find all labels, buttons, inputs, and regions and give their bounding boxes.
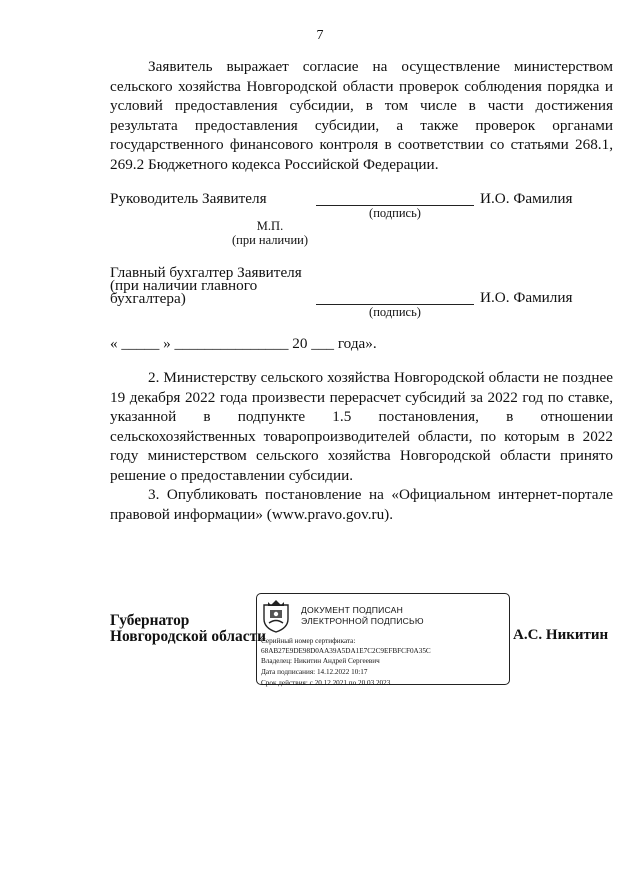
stamp-label: М.П. xyxy=(256,219,284,233)
e-signature-cert-number: 68AB27E9DE98D0AA39A5DA1E7C2C9EFBFCF0A35C xyxy=(261,647,431,655)
governor-position-line-1: Губернатор xyxy=(110,612,190,629)
e-signature-title-1: ДОКУМЕНТ ПОДПИСАН xyxy=(301,605,404,615)
stamp-note: (при наличии) xyxy=(231,233,309,247)
head-name: И.О. Фамилия xyxy=(480,190,573,207)
head-label: Руководитель Заявителя xyxy=(110,190,267,207)
page-number: 7 xyxy=(316,28,324,43)
accountant-name: И.О. Фамилия xyxy=(480,289,573,306)
accountant-label-2: (при наличии главного xyxy=(110,277,258,294)
paragraph-2: 2. Министерству сельского хозяйства Новгородской области не позднее 19 декабря 2022 года произвести перерасчет субсидий за 2022 год по ставке, указанной в подпункте 1.5 постановления, в отношении сельскохозяйственных товаропроизводителей области, по которым в 2022 году министерством сельского хозяйства Новгородской области принято решение о предоставлении субсидии. xyxy=(110,369,613,484)
e-signature-stamp xyxy=(256,593,510,685)
accountant-label-1: Главный бухгалтер Заявителя xyxy=(110,264,302,281)
e-signature-owner: Владелец: Никитин Андрей Сергеевич xyxy=(261,657,380,665)
accountant-signature-caption: (подпись) xyxy=(369,305,421,319)
coat-of-arms-icon xyxy=(261,599,291,633)
e-signature-title-2: ЭЛЕКТРОННОЙ ПОДПИСЬЮ xyxy=(301,616,424,626)
consent-paragraph: Заявитель выражает согласие на осуществление министерством сельского хозяйства Новгородской области проверок соблюдения порядка и условий предоставления субсидии, в том числе в части достижения результата предоставления субсидии, а также проверок органами государственного финансового контроля в соответствии со статьями 268.1, 269.2 Бюджетного кодекса Российской Федерации. xyxy=(110,58,613,173)
head-signature-caption: (подпись) xyxy=(369,206,421,220)
signer-name: А.С. Никитин xyxy=(513,627,609,643)
e-signature-cert-label: Серийный номер сертификата: xyxy=(261,637,356,645)
governor-position xyxy=(110,613,266,645)
e-signature-date: Дата подписания: 14.12.2022 10:17 xyxy=(261,668,368,676)
e-signature-validity: Срок действия: с 20.12.2021 по 20.03.2023 xyxy=(261,679,391,687)
paragraph-3: 3. Опубликовать постановление на «Официальном интернет-портале правовой информации» (www.pravo.gov.ru). xyxy=(110,486,613,523)
accountant-label-3: бухгалтера) xyxy=(110,290,186,307)
governor-position-line-2: Новгородской области xyxy=(110,628,266,645)
date-line: « _____ » _______________ 20 ___ года». xyxy=(110,335,377,352)
